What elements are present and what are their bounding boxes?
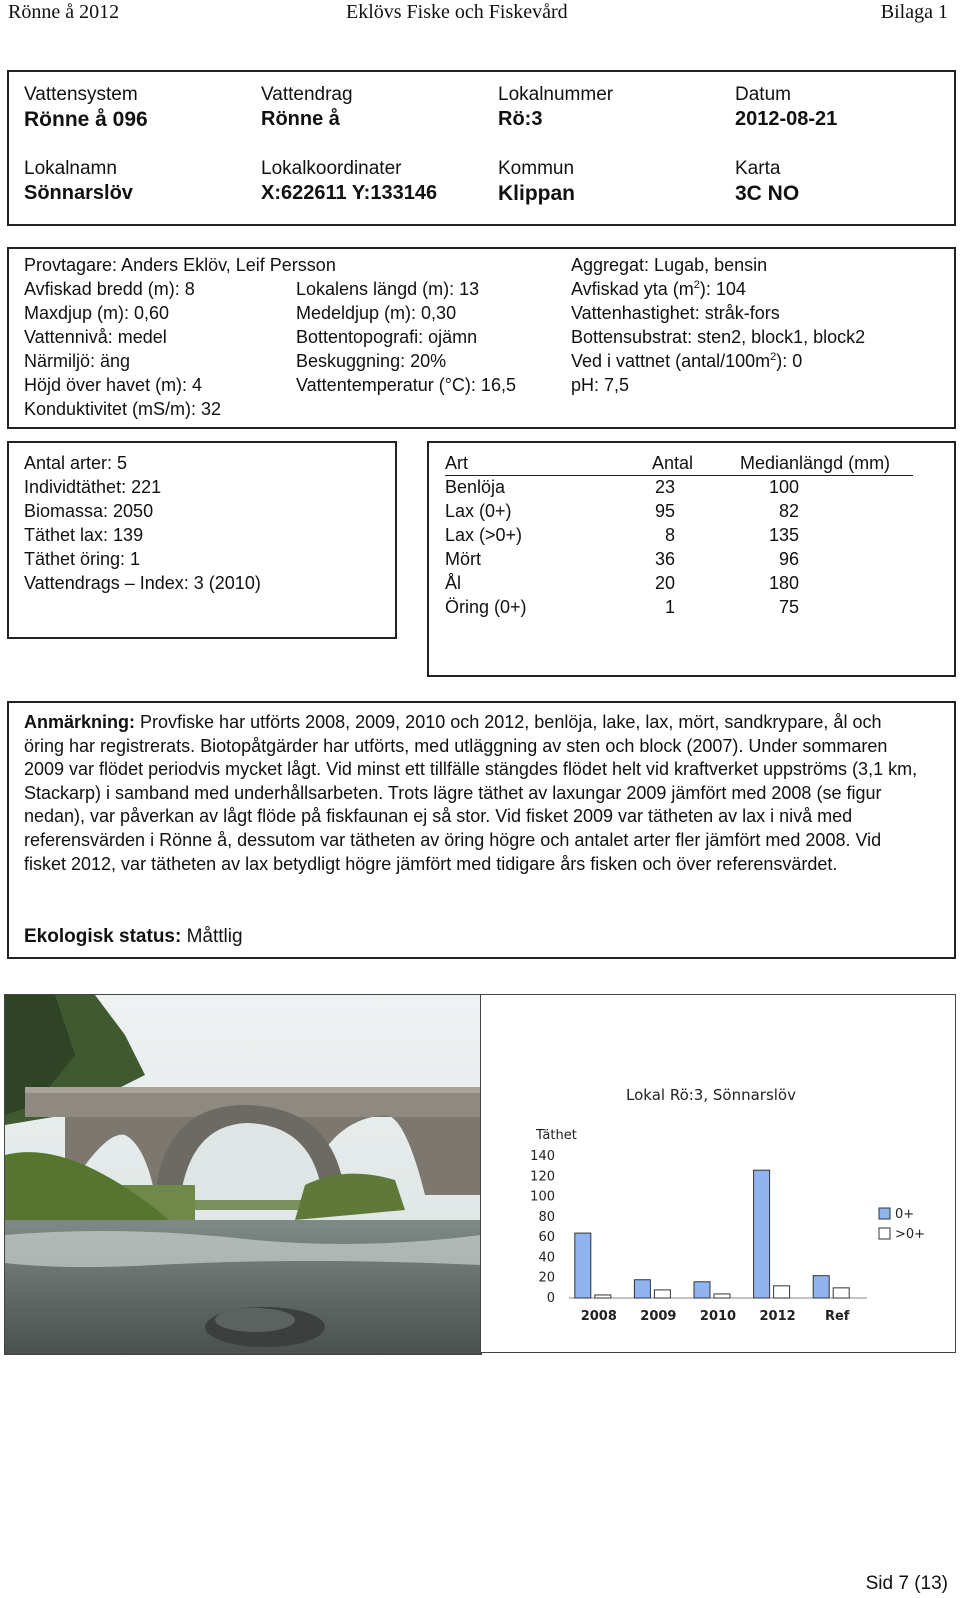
cell-median: 180 [768,573,799,593]
table-header-underline [445,475,913,476]
karta-label: Karta [735,158,781,179]
cell-median: 82 [778,501,799,521]
x-tick-label: 2010 [699,1309,737,1324]
karta-value: 3C NO [735,182,800,205]
summary-line: Antal arter: 5 [24,453,128,473]
cell-median: 96 [778,549,799,569]
status-label: Ekologisk status: [24,926,182,947]
table-header-median: Medianlängd (mm) [740,453,891,473]
chart-panel [480,994,956,1353]
y-tick-label: 0 [546,1291,555,1306]
chart-title: Lokal Rö:3, Sönnarslöv [626,1086,796,1104]
kommun-label: Kommun [498,158,575,179]
datum-value: 2012-08-21 [735,108,838,130]
cell-antal: 8 [664,525,675,545]
summary-box [7,441,397,639]
species-table-box [427,441,956,677]
site-photo [4,994,482,1355]
vattensystem-value: Rönne å 096 [24,108,148,131]
ecological-status [24,925,924,949]
cell-antal: 95 [654,501,675,521]
aggregat: Aggregat: Lugab, bensin [571,255,768,275]
cell-antal: 23 [654,477,675,497]
lokalnummer-label: Lokalnummer [498,84,614,105]
bar-older-2008 [595,1295,611,1298]
avfiskad-bredd: Avfiskad bredd (m): 8 [24,279,195,299]
remark-box [7,701,956,959]
bar-age0-2010 [694,1282,710,1298]
cell-antal: 1 [664,597,675,617]
ved-i-vattnet: Ved i vattnet $(antal/100m^2)$: 0 [571,351,803,371]
provtagare: Provtagare: Anders Eklöv, Leif Persson [24,255,336,275]
x-tick-label: 2008 [580,1309,617,1324]
bar-older-2012 [774,1286,790,1298]
x-tick-label: 2009 [640,1309,677,1324]
narmiljo: Närmiljö: äng [24,351,131,371]
lokalnummer-value: Rö:3 [498,108,543,130]
y-tick-label: 60 [538,1230,555,1246]
x-tick-label: 2012 [759,1309,796,1324]
cell-art: Ål [445,573,462,593]
legend-label: 0+ [895,1207,915,1222]
vattensystem-label: Vattensystem [24,84,138,105]
beskuggning: Beskuggning: 20% [296,351,447,371]
legend-swatch-1 [879,1228,890,1239]
status-value: Måttlig [186,926,243,947]
remark-label: Anmärkning: [24,712,136,732]
lokalnamn-value: Sönnarslöv [24,182,133,204]
bar-age0-2008 [575,1233,591,1298]
y-tick-label: 140 [530,1149,555,1164]
ph-value: pH: 7,5 [571,375,630,395]
header-left: Rönne å 2012 [8,1,120,23]
datum-label: Datum [735,84,791,105]
legend-swatch-0 [879,1208,890,1219]
cell-art: Lax (>0+) [445,525,523,545]
vattenhastighet: Vattenhastighet: stråk-fors [571,303,780,323]
summary-line: Täthet öring: 1 [24,549,141,569]
y-tick-label: 80 [538,1209,555,1225]
lokalens-langd: Lokalens längd (m): 13 [296,279,480,299]
koordinater-label: Lokalkoordinater [261,158,402,179]
density-chart [481,995,955,1352]
koordinater-value: X:622611 Y:133146 [261,182,438,204]
kommun-value: Klippan [498,182,575,205]
hojd-over-havet: Höjd över havet (m): 4 [24,375,203,395]
avfiskad-yta: Avfiskad yta $(m^2)$: 104 [571,279,746,299]
konduktivitet: Konduktivitet (mS/m): 32 [24,399,222,419]
y-tick-label: 120 [530,1169,555,1185]
x-tick-label: Ref [824,1309,850,1324]
legend-label: >0+ [895,1227,926,1242]
cell-art: Benlöja [445,477,506,497]
bridge-river-photo [5,995,481,1354]
summary-line: Biomassa: 2050 [24,501,154,521]
bar-older-2010 [714,1294,730,1298]
bar-age0-Ref [813,1276,829,1298]
summary-line: Vattendrags – Index: 3 (2010) [24,573,261,593]
cell-art: Lax (0+) [445,501,512,521]
y-tick-label: 40 [538,1250,555,1266]
cell-art: Mört [445,549,481,569]
cell-median: 75 [778,597,799,617]
remark-text: Provfiske har utförts 2008, 2009, 2010 och 2012, benlöja, lake, lax, mört, sandkrypare, ål och öring har registrerats. Biotopåtgärder har utförts, med utläggning av sten och block (2007). Under sommaren 2009 var flödet periodvis mycket lågt. Vid minst ett tillfälle stängdes flödet helt vid kraftverket uppströms (3,1 km, Stackarp) i samband med underhållsarbeten. Trots lägre täthet av laxungar 2009 jämfört med 2008 (se figur nedan), var påverkan av lågt flöde på fiskfaunan ej så stor. Vid fisket 2009 var tätheten av lax i nivå med referensvärden i Rönne å, dessutom var tätheten av öring högre och antalet arter fler jämfört med 2008. Vid fisket 2012, var tätheten av lax betydligt högre jämfört med tidigare års fisken och över referensvärdet. [24,712,918,874]
cell-antal: 36 [654,549,675,569]
table-header-art: Art [445,453,469,473]
bar-older-Ref [833,1288,849,1298]
bar-age0-2009 [634,1280,650,1298]
remark-paragraph [24,711,924,876]
medeldjup: Medeldjup (m): 0,30 [296,303,457,323]
vattendrag-label: Vattendrag [261,84,353,105]
maxdjup: Maxdjup (m): 0,60 [24,303,170,323]
vattenniva: Vattennivå: medel [24,327,167,347]
vattendrag-value: Rönne å [261,108,340,130]
page-number: Sid 7 (13) [865,1573,948,1594]
header-center: Eklövs Fiske och Fiskevård [346,1,568,23]
cell-median: 135 [768,525,799,545]
summary-line: Täthet lax: 139 [24,525,144,545]
bar-age0-2012 [754,1170,770,1298]
site-info-box [7,70,956,226]
header-right: Bilaga 1 [880,1,948,23]
table-header-antal: Antal [652,453,694,473]
bottentopografi: Bottentopografi: ojämn [296,327,478,347]
parameters-box [7,247,956,429]
lokalnamn-label: Lokalnamn [24,158,117,179]
y-axis-title: Täthet [536,1128,577,1143]
cell-art: Öring (0+) [445,597,527,617]
bottensubstrat: Bottensubstrat: sten2, block1, block2 [571,327,866,347]
y-tick-label: 20 [538,1270,555,1286]
cell-median: 100 [768,477,799,497]
cell-antal: 20 [654,573,675,593]
bar-older-2009 [654,1290,670,1298]
vattentemperatur: Vattentemperatur (°C): 16,5 [296,375,516,395]
summary-line: Individtäthet: 221 [24,477,162,497]
y-tick-label: 100 [530,1189,555,1205]
